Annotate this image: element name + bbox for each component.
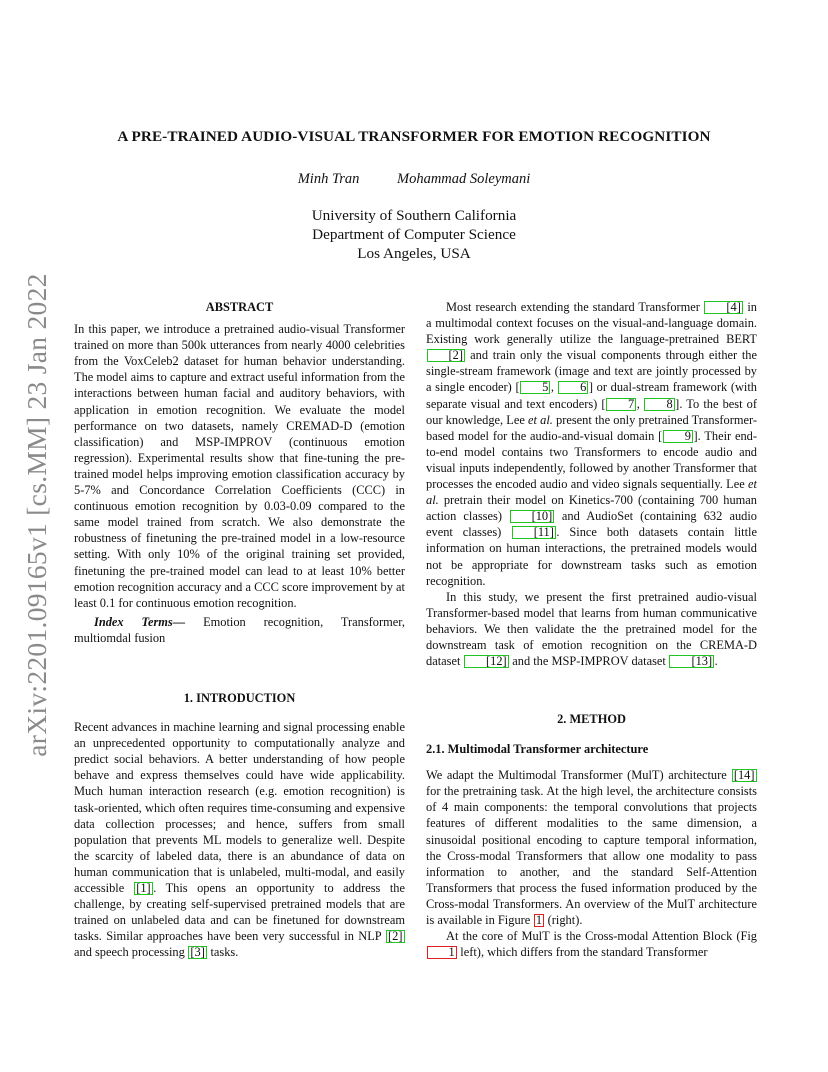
abstract-section xyxy=(74,299,405,646)
index-terms xyxy=(74,614,405,646)
paragraph xyxy=(426,767,757,928)
text-run: . Since both datasets contain little information on human interactions, the pretrained models would not be appropriate for downstream tasks such as emotion recognition. xyxy=(426,525,757,588)
citation-link[interactable]: [1] xyxy=(136,881,151,896)
citation-link[interactable]: 6 xyxy=(558,381,588,394)
text-run: We adapt the Multimodal Transformer (MulT) architecture xyxy=(426,768,732,783)
text-run: . To the best of our knowledge, Lee xyxy=(426,396,757,427)
citation-link[interactable]: 8 xyxy=(644,398,674,411)
text-run: In this study, we present the first pretrained audio-visual Transformer-based model that learns from human communicative behaviors. We then validate the the pretrained model for the downstream task of emotion recognition on the CREMA-D dataset xyxy=(426,589,757,669)
affiliation-block xyxy=(0,206,828,263)
text-run: and train only the visual components through either the single-stream framework (image and text are jointly processed by a single encoder) xyxy=(426,348,757,395)
figure-link[interactable]: 1 xyxy=(427,946,457,959)
paragraph xyxy=(426,299,757,589)
paragraph xyxy=(426,589,757,669)
text-run: pretrain their model on Kinetics-700 (containing 700 human action classes) xyxy=(426,493,757,524)
citation-link[interactable]: 9 xyxy=(663,430,693,443)
citation-link[interactable]: [12] xyxy=(464,655,509,668)
paragraph xyxy=(74,719,405,960)
citation-link[interactable]: [2] xyxy=(427,349,465,362)
text-run: Most research extending the standard Transformer xyxy=(446,300,704,314)
arxiv-identifier: arXiv:2201.09165v1 [cs.MM] 23 Jan 2022 xyxy=(21,273,52,757)
text-run: [ xyxy=(658,428,663,443)
text-run: or dual-stream framework (with separate visual and text encoders) xyxy=(426,380,757,411)
text-run: in a multimodal context focuses on the visual-and-language domain. Existing work generally utilize the language-pretrained BERT xyxy=(426,300,757,347)
citation-link[interactable]: 5 xyxy=(520,381,550,394)
text-run: et al. xyxy=(528,412,553,427)
subsection-heading: 2.1. Multimodal Transformer architecture xyxy=(426,742,649,757)
abstract-heading: ABSTRACT xyxy=(205,300,274,314)
affiliation-line: Los Angeles, USA xyxy=(357,245,471,262)
text-run: for the pretraining task. At the high level, the architecture consists of 4 main components: the temporal convolutions that projects features of different modalities to the same dimension, a sinusoidal positional encoding to capture temporal information, the Cross-modal Transformers that allow one modality to pass information to another, and the standard Self-Attention Transformers that process the fused information produced by the Cross-modal Transformers. An overview of the MulT architecture is available in Figure xyxy=(426,784,757,928)
figure-link[interactable]: 1 xyxy=(535,913,543,928)
method-section xyxy=(426,711,757,960)
text-run: Recent advances in machine learning and signal processing enable an unprecedented opportunity to computationally analyze and predict social behaviors. A better understanding of how people behave and express themselves could have wide applicability. Much human interaction research (e.g. emotion recognition) is task-oriented, which often requires time-consuming and expensive data collection processes; and hence, suffers from small population that prevents ML models to generalize well. Despite the scarcity of labeled data, there is an abundance of data on human communication that is unlabeled, multi-modal, and easily accessible xyxy=(74,720,405,896)
author-name: Minh Tran xyxy=(297,171,360,187)
citation-link[interactable]: [14] xyxy=(733,768,755,783)
text-run: et al. xyxy=(426,477,757,508)
text-run: present the only pretrained Transformer-based model for the audio-and-visual domain xyxy=(426,412,757,443)
author-list xyxy=(0,171,828,188)
section-heading: 1. INTRODUCTION xyxy=(183,691,296,705)
paragraph xyxy=(426,928,757,960)
citation-link[interactable]: [3] xyxy=(190,945,205,960)
text-run: At the core of MulT is the Cross-modal Attention Block (Fig xyxy=(446,929,757,944)
text-run: (right). xyxy=(544,913,583,928)
text-run: [ xyxy=(515,380,520,395)
text-run: and speech processing xyxy=(74,945,188,960)
related-work-paragraphs xyxy=(426,299,757,669)
text-run: ] xyxy=(588,380,593,395)
text-run: , xyxy=(550,380,558,395)
text-run: ] xyxy=(675,396,680,411)
text-run: left), which differs from the standard Transformer xyxy=(457,945,708,960)
affiliation-line: University of Southern California xyxy=(311,207,517,224)
paper-title: A PRE-TRAINED AUDIO-VISUAL TRANSFORMER FOR EMOTION RECOGNITION xyxy=(117,128,711,145)
author-name: Mohammad Soleymani xyxy=(396,171,531,187)
citation-link[interactable]: [4] xyxy=(704,301,742,314)
text-run: ] xyxy=(693,428,698,443)
citation-link[interactable]: [2] xyxy=(388,929,403,944)
text-run: . xyxy=(714,654,718,669)
abstract-text: In this paper, we introduce a pretrained audio-visual Transformer trained on more than 500k utterances from nearly 4000 celebrities from the VoxCeleb2 dataset for human behavior understanding. The model aims to capture and extract useful information from the interactions between human facial and auditory behaviors, with application in emotion recognition. We evaluate the model performance on two datasets, namely CREMAD-D (emotion classification) and MSP-IMPROV (continuous emotion regression). Experimental results show that fine-tuning the pre-trained model helps improving emotion classification accuracy by 5-7% and Concordance Correlation Coefficients (CCC) in continuous emotion recognition by 0.03-0.09 compared to the same model trained from scratch. We also demonstrate the robustness of finetuning the pre-trained model in a low-resource setting. With only 10% of the original training set provided, finetuning the pre-trained model can lead to at least 10% better emotion recognition accuracy and a CCC score improvement by at least 0.1 for continuous emotion recognition. xyxy=(74,322,405,610)
index-terms-label: Index Terms— xyxy=(94,614,186,629)
text-run: and AudioSet (containing 632 audio event classes) xyxy=(426,509,757,540)
citation-link[interactable]: 7 xyxy=(606,398,636,411)
text-run: , xyxy=(636,396,644,411)
text-run: and the MSP-IMPROV dataset xyxy=(509,654,669,669)
citation-link[interactable]: [11] xyxy=(512,526,556,539)
introduction-section xyxy=(74,690,405,961)
text-run: [ xyxy=(601,396,606,411)
text-run: . Their end-to-end model contains two Transformers to encode audio and visual inputs independently, followed by another Transformer that processes the encoded audio and video signals sequentially. Lee xyxy=(426,428,757,492)
citation-link[interactable]: [13] xyxy=(669,655,714,668)
citation-link[interactable]: [10] xyxy=(510,510,555,523)
section-heading: 2. METHOD xyxy=(557,712,626,726)
affiliation-line: Department of Computer Science xyxy=(312,226,516,243)
text-run: . This opens an opportunity to address the challenge, by creating self-supervised pretrained models that are trained on unlabeled data and can be finetuned for downstream tasks. Similar approaches have been very successful in NLP xyxy=(74,881,405,944)
index-terms-text: Emotion recognition, Transformer, multiomdal fusion xyxy=(74,614,405,645)
text-run: tasks. xyxy=(207,945,239,960)
